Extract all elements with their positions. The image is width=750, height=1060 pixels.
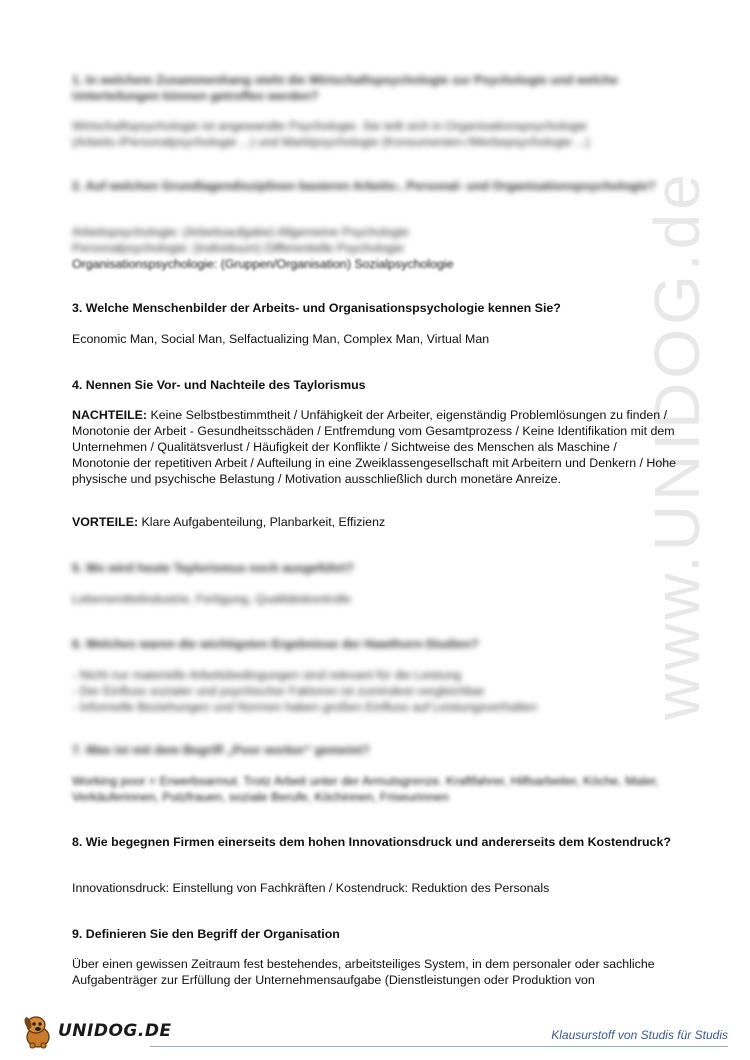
answer-6-line: - Der Einfluss sozialer und psychischer Faktoren ist zumindest vergleichbar	[72, 684, 485, 698]
watermark: www.UNIDOG.de	[641, 170, 713, 720]
dog-icon	[22, 1013, 54, 1049]
answer-4-vorteile	[72, 514, 677, 530]
nachteile-text: Keine Selbstbestimmtheit / Unfähigkeit der Arbeiter, eigenständig Problemlösungen zu finden / Monotonie der Arbeit - Gesundheitsschäden / Entfremdung vom Gesamtprozess / Keine Identifikation mit dem Unternehmen / Qualitätsverlust / Häufigkeit der Konflikte / Sichtweise des Menschen als Maschine / Monotonie der repetitiven Arbeit / Aufteilung in eine Zweiklassengesellschaft mit Arbeitern und Denkern / Hohe physische und psychische Belastung / Motivation ausschließlich durch monetäre Anreize.	[72, 408, 677, 486]
answer-2-line: Personalpsychologie: (Individuum) Differentielle Psychologie	[72, 241, 404, 255]
answer-6-line: - Nicht nur materielle Arbeitsbedingungen sind relevant für die Leistung	[72, 668, 462, 682]
question-8: 8. Wie begegnen Firmen einerseits dem hohen Innovationsdruck und andererseits dem Kostendruck?	[72, 835, 671, 849]
answer-6	[72, 667, 677, 715]
answer-6-line: - Informelle Beziehungen und Normen haben großen Einfluss auf Leistungsverhalten	[72, 700, 537, 714]
logo-text: UNIDOG.DE	[58, 1021, 172, 1041]
answer-2	[72, 224, 677, 272]
footer-divider	[150, 1046, 728, 1047]
unidog-logo[interactable]	[22, 1012, 172, 1050]
nachteile-label: NACHTEILE:	[72, 408, 148, 422]
question-7: 7. Was ist mit dem Begriff „Poor worker“ gemeint?	[72, 743, 370, 757]
question-2: 2. Auf welchen Grundlagendisziplinen basieren Arbeits-, Personal- und Organisationspsychologie?	[72, 179, 656, 193]
answer-5: Lebensmittelindustrie, Fertigung, Qualitätskontrolle	[72, 592, 351, 606]
answer-3: Economic Man, Social Man, Selfactualizing Man, Complex Man, Virtual Man	[72, 332, 490, 346]
footer-slogan: Klausurstoff von Studis für Studis	[551, 1028, 728, 1042]
answer-1: Wirtschaftspsychologie ist angewandte Psychologie. Sie teilt sich in Organisationspsychologie (Arbeits-/Personalpsychologie ...) und Marktpsychologie (Konsumenten-/Werbepsychologie ...)	[72, 119, 590, 149]
answer-4-nachteile	[72, 407, 677, 487]
question-6: 6. Welches waren die wichtigsten Ergebnisse der Hawthorn-Studien?	[72, 637, 479, 651]
question-4: 4. Nennen Sie Vor- und Nachteile des Taylorismus	[72, 378, 366, 392]
answer-2-line: Organisationspsychologie: (Gruppen/Organisation) Sozialpsychologie	[72, 257, 454, 271]
question-3: 3. Welche Menschenbilder der Arbeits- und Organisationspsychologie kennen Sie?	[72, 301, 561, 315]
answer-8: Innovationsdruck: Einstellung von Fachkräften / Kostendruck: Reduktion des Personals	[72, 881, 550, 895]
vorteile-text: Klare Aufgabenteilung, Planbarkeit, Effizienz	[138, 515, 386, 529]
answer-9: Über einen gewissen Zeitraum fest bestehendes, arbeitsteiliges System, in dem personaler oder sachliche Aufgabenträger zur Erfüllung der Unternehmensaufgabe (Dienstleistungen oder Produktion von	[72, 957, 655, 987]
vorteile-label: VORTEILE:	[72, 515, 139, 529]
question-9: 9. Definieren Sie den Begriff der Organisation	[72, 927, 340, 941]
question-1: 1. In welchem Zusammenhang steht die Wirtschaftspsychologie zur Psychologie und welche Unterteilungen können getroffen werden?	[72, 73, 618, 103]
question-5: 5. Wo wird heute Taylorismus noch ausgeführt?	[72, 561, 354, 575]
answer-2-line: Arbeitspsychologie: (Arbeitsaufgabe) Allgemeine Psychologie	[72, 225, 409, 239]
answer-7: Working poor = Erwerbsarmut. Trotz Arbeit unter der Armutsgrenze. Kraftfahrer, Hilfsarbeiter, Köche, Maler, Verkäuferinnen, Putzfrauen, soziale Berufe, Köchinnen, Friseurinnen	[72, 774, 659, 804]
